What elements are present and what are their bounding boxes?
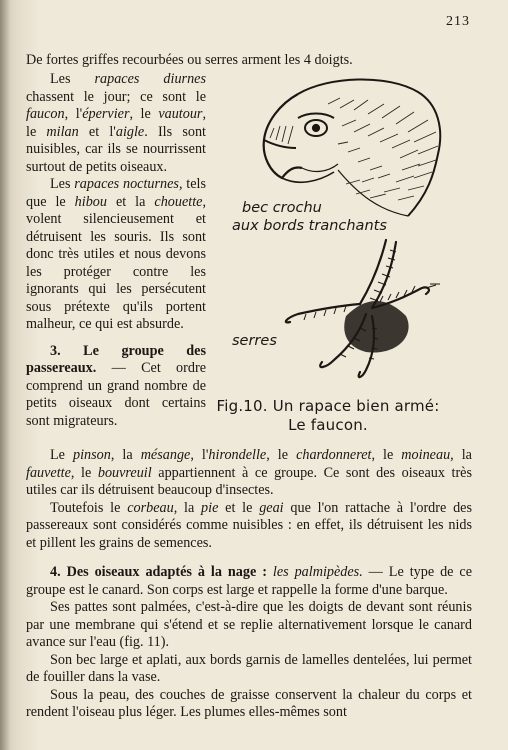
paragraph-bec: Son bec large et aplati, aux bords garnis de lamelles dentelées, lui permet de fouiller dans la vase.	[26, 651, 472, 685]
left-column	[26, 71, 206, 430]
caption-line-1: Fig.10. Un rapace bien armé:	[216, 397, 440, 415]
falcon-talon-illustration	[276, 236, 452, 382]
book-spine	[0, 0, 10, 750]
label-serres: serres	[232, 333, 277, 349]
heading-passereaux: 3. Le groupe des passereaux.	[26, 342, 206, 376]
paragraph-rapaces-diurnes: Les rapaces diurnes chassent le jour; ce sont le faucon, l'épervier, le vautour, le milan et l'aigle. Ils sont nuisibles, car ils se nourrissent surtout de petits oiseaux.	[26, 71, 206, 175]
paragraph-pattes: Ses pattes sont palmées, c'est-à-dire que les doigts de devant sont réunis par une membrane qui s'étend et se replie alternativement lorsque le canard avance sur l'eau (fig. 11).	[26, 599, 472, 650]
paragraph-corbeau: Toutefois le corbeau, la pie et le geai que l'on rattache à l'ordre des passereaux sont considérés comme nuisibles : en effet, ils détruisent les nids et pillent les grains de semences.	[26, 499, 472, 551]
label-bec-crochu: bec crochu	[242, 200, 322, 216]
page-number: 213	[446, 14, 470, 29]
figure-caption	[208, 397, 448, 435]
paragraph-palmipedes: 4. Des oiseaux adaptés à la nage : les palmipèdes. — Le type de ce groupe est le canard. Son corps est large et rappelle la forme d'une barque.	[26, 564, 472, 598]
paragraph-graisse: Sous la peau, des couches de graisse conservent la chaleur du corps et rendent l'oiseau plus léger. Les plumes elles-mêmes sont	[26, 686, 472, 720]
paragraph-rapaces-nocturnes: Les rapaces nocturnes, tels que le hibou et la chouette, volent silencieusement et détruisent les souris. Ils sont donc très utiles et nous devons les protéger contre les ignorants qui les persécutent sous prétexte qu'ils portent malheur, ce qui est absurde.	[26, 176, 206, 332]
paragraph-passereaux: 3. Le groupe des passereaux. — Cet ordre comprend un grand nombre de petits oiseaux dont certains sont migrateurs.	[26, 342, 206, 429]
paragraph-pinson: Le pinson, la mésange, l'hirondelle, le chardonneret, le moineau, la fauvette, le bouvreuil appartiennent à ce groupe. Ce sont des oiseaux très utiles car ils détruisent beaucoup d'insectes.	[26, 447, 473, 498]
caption-line-2: Le faucon.	[288, 416, 368, 434]
full-width-text	[26, 447, 472, 722]
label-bords-tranchants: aux bords tranchants	[232, 218, 387, 234]
heading-palmipedes: 4. Des oiseaux adaptés à la nage :	[50, 564, 267, 580]
line-griffes: De fortes griffes recourbées ou serres arment les 4 doigts.	[26, 52, 353, 68]
